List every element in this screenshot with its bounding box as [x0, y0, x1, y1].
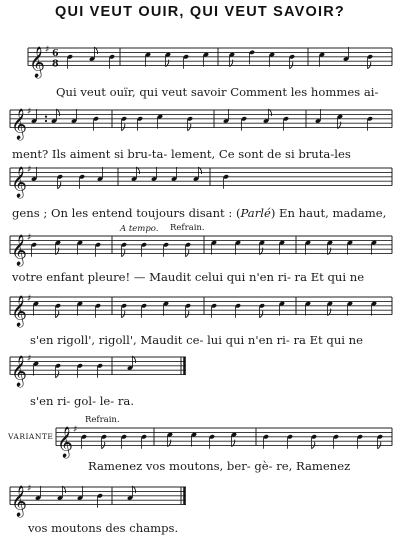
treble-clef-icon: 𝄞: [11, 485, 27, 517]
variante-label: VARIANTE: [8, 432, 54, 441]
a-tempo-marking: A tempo.: [120, 224, 159, 234]
key-signature-sharp-icon: ♯: [73, 425, 78, 435]
lyric-line-6: s'en ri- gol- le- ra.: [30, 394, 135, 408]
lyric-line-3-a: gens ; On les entend toujours disant : (: [12, 206, 241, 220]
key-signature-sharp-icon: ♯: [27, 233, 32, 243]
time-signature-bottom: 8: [52, 58, 59, 70]
key-signature-sharp-icon: ♯: [27, 484, 32, 494]
lyric-line-3: [12, 206, 386, 220]
treble-clef-icon: 𝄞: [57, 426, 73, 458]
key-signature-sharp-icon: ♯: [27, 107, 32, 117]
treble-clef-icon: 𝄞: [29, 46, 45, 78]
key-signature-sharp-icon: ♯: [27, 354, 32, 364]
lyric-line-4: votre enfant pleure! — Maudit celui qui n'en ri- ra Et qui ne: [12, 270, 365, 284]
time-signature-top: 6: [52, 48, 59, 59]
key-signature-sharp-icon: ♯: [27, 165, 32, 175]
repeat-dot: [45, 120, 47, 122]
lyric-line-2: ment? Ils aiment si bru-ta- lement, Ce sont de si bruta-les: [12, 147, 351, 161]
lyric-line-5: s'en rigoll', rigoll', Maudit ce- lui qui n'en ri- ra Et qui ne: [30, 333, 364, 347]
treble-clef-icon: 𝄞: [11, 166, 27, 198]
lyric-line-3-b: ) En haut, madame,: [270, 206, 387, 220]
refrain-marking-variante: Refrain.: [85, 415, 120, 425]
lyric-line-7: Ramenez vos moutons, ber- gè- re, Ramenez: [88, 459, 351, 473]
lyric-line-8: vos moutons des champs.: [28, 521, 179, 535]
treble-clef-icon: 𝄞: [11, 295, 27, 327]
lyric-line-1: Qui veut ouïr, qui veut savoir Comment les hommes ai-: [56, 85, 379, 99]
key-signature-sharp-icon: ♯: [45, 45, 50, 55]
treble-clef-icon: 𝄞: [11, 108, 27, 140]
spoken-direction: Parlé: [240, 206, 271, 220]
key-signature-sharp-icon: ♯: [27, 294, 32, 304]
repeat-dot: [45, 116, 47, 118]
song-title: QUI VEUT OUIR, QUI VEUT SAVOIR?: [55, 4, 345, 20]
refrain-marking: Refrain.: [170, 223, 205, 233]
treble-clef-icon: 𝄞: [11, 234, 27, 266]
treble-clef-icon: 𝄞: [11, 355, 27, 387]
